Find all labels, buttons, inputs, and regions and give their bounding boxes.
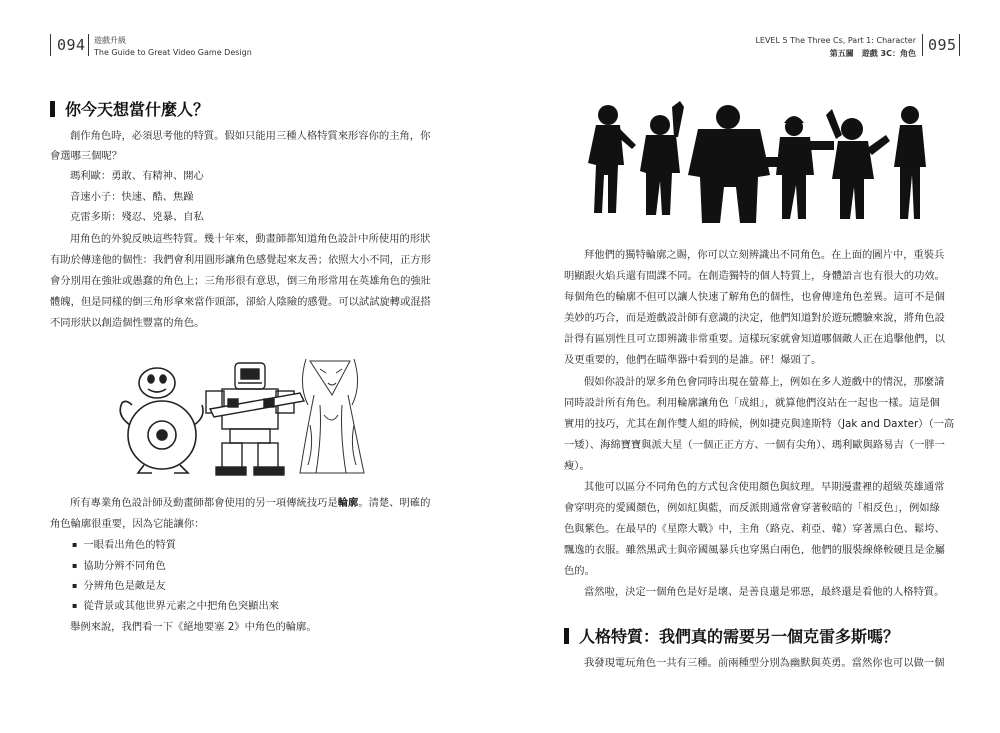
section-heading — [564, 624, 899, 647]
paragraph: 美妙的巧合，而是遊戲設計師有意識的決定，他們知道對於遊玩體驗來說，將角色設 — [564, 312, 945, 324]
paragraph: 色的。 — [564, 565, 595, 577]
heading-marker — [50, 101, 55, 117]
heading-text: 人格特質：我們真的需要另一個克雷多斯嗎？ — [579, 627, 900, 646]
silhouette-pyro — [826, 109, 890, 219]
silhouette-engineer — [640, 101, 684, 215]
paragraph: 實用的技巧，尤其在創作雙人組的時候，例如捷克與達斯特（Jak and Daxter）（一高 — [564, 418, 955, 430]
header-divider — [50, 34, 51, 56]
page-number: 094 — [57, 36, 86, 54]
paragraph: 體魄，但是同樣的倒三角形拿來當作頭部，卻給人陰險的感覺。可以試試旋轉或混搭 — [50, 296, 431, 308]
bullet-item: ▪ 協助分辨不同角色 — [72, 556, 166, 577]
paragraph — [50, 493, 430, 514]
paragraph: 同時設計所有角色。利用輪廓讓角色「成組」，就算他們沒站在一起也一樣。這是個 — [564, 397, 940, 409]
round-character-drawing — [120, 368, 203, 473]
paragraph: 不同形狀以創造個性豐富的角色。 — [50, 317, 205, 329]
paragraph: 及更重要的，他們在瞄準器中看到的是誰。砰！爆頭了。 — [564, 354, 822, 366]
header-divider — [88, 34, 89, 56]
right-page — [500, 0, 1000, 733]
paragraph: 我發現電玩角色一共有三種。前兩種型分別為幽默與英勇。當然你也可以做一個 — [584, 657, 945, 669]
trait-item: 音速小子：快速、酷、焦躁 — [70, 191, 194, 203]
heading-marker — [564, 628, 569, 644]
paragraph: 瘦）。 — [564, 460, 590, 472]
paragraph: 用角色的外貌反映這些特質。幾十年來，動畫師都知道角色設計中所使用的形狀 — [70, 233, 431, 245]
paragraph: 有助於傳達他的個性：我們會利用圓形讓角色感覺起來友善；依照大小不同，正方形 — [50, 254, 431, 266]
chapter-subtitle: 第五關 遊戲 3C：角色 — [829, 49, 916, 58]
paragraph: 一矮）、海綿寶寶與派大星（一個正正方方、一個有尖角）、瑪利歐與路易吉（一胖一 — [564, 439, 945, 451]
silhouette-soldier — [776, 116, 834, 219]
paragraph: 假如你設計的眾多角色會同時出現在螢幕上，例如在多人遊戲中的情況，那麼請 — [584, 376, 945, 388]
paragraph: 飄逸的衣服。雖然黑武士與帝國風暴兵也穿黑白兩色，他們的服裝線條較硬且是金屬 — [564, 544, 945, 556]
paragraph: 創作角色時，必須思考他的特質。假如只能用三種人格特質來形容你的主角，你 — [70, 130, 431, 142]
page-number: 095 — [928, 36, 957, 54]
header-divider — [959, 34, 960, 56]
paragraph: 色與紫色。在最早的《星際大戰》中，主角（路克、莉亞、韓）穿著黑白色、鬆垮、 — [564, 523, 945, 535]
bullet-item: ▪ 一眼看出角色的特質 — [72, 535, 176, 556]
paragraph: 明顯跟火焰兵還有間諜不同。在創造獨特的個人特質上，身體語言也有很大的功效。 — [564, 270, 945, 282]
silhouette-heavy — [688, 105, 786, 223]
paragraph: 角色輪廓很重要，因為它能讓你： — [50, 518, 205, 530]
character-silhouettes — [580, 95, 940, 230]
paragraph: 會選哪三個呢？ — [50, 150, 123, 162]
header-divider — [922, 34, 923, 56]
heading-text: 你今天想當什麼人？ — [65, 100, 210, 119]
character-sketches — [110, 355, 410, 480]
paragraph: 每個角色的輪廓不但可以讓人快速了解角色的個性，也會傳達角色差異。這可不是個 — [564, 291, 945, 303]
section-heading — [50, 97, 209, 120]
keyword: 輪廓 — [337, 497, 359, 509]
trait-item: 瑪利歐：勇敢、有精神、開心 — [70, 170, 204, 182]
paragraph-text: 。清楚、明確的 — [358, 497, 431, 509]
paragraph-text: 所有專業角色設計師及動畫師都會使用的另一項傳統技巧是 — [70, 497, 338, 509]
paragraph: 會穿明亮的愛國顏色，例如紅與藍，而反派則通常會穿著較暗的「相反色」，例如綠 — [564, 502, 940, 514]
paragraph: 會分別用在強壯或愚蠢的角色上；三角形很有意思，倒三角形常用在英雄角色的強壯 — [50, 275, 431, 287]
triangle-character-drawing — [300, 359, 364, 473]
silhouette-spy — [894, 106, 926, 219]
book-title: 遊戲升級 — [94, 36, 126, 45]
square-character-drawing — [206, 363, 304, 475]
paragraph: 其他可以區分不同角色的方式包含使用顏色與紋理。早期漫畫裡的超級英雄通常 — [584, 481, 945, 493]
bullet-item: ▪ 從背景或其他世界元素之中把角色突顯出來 — [72, 596, 279, 617]
paragraph: 舉例來說，我們看一下《絕地要塞 2》中角色的輪廓。 — [70, 621, 317, 633]
paragraph: 計得有區別性且可立即辨識非常重要。這樣玩家就會知道哪個敵人正在追擊他們，以 — [564, 333, 945, 345]
paragraph: 當然啦，決定一個角色是好是壞、是善良還是邪惡，最終還是看他的人格特質。 — [584, 586, 945, 598]
paragraph: 拜他們的獨特輪廓之賜，你可以立刻辨識出不同角色。在上面的圖片中，重裝兵 — [584, 249, 945, 261]
bullet-item: ▪ 分辨角色是敵是友 — [72, 576, 166, 597]
book-subtitle: The Guide to Great Video Game Design — [94, 48, 252, 57]
chapter-title: LEVEL 5 The Three Cs, Part 1: Character — [755, 36, 916, 45]
silhouette-scout — [588, 105, 636, 213]
trait-item: 克雷多斯：殘忍、兇暴、自私 — [70, 211, 204, 223]
